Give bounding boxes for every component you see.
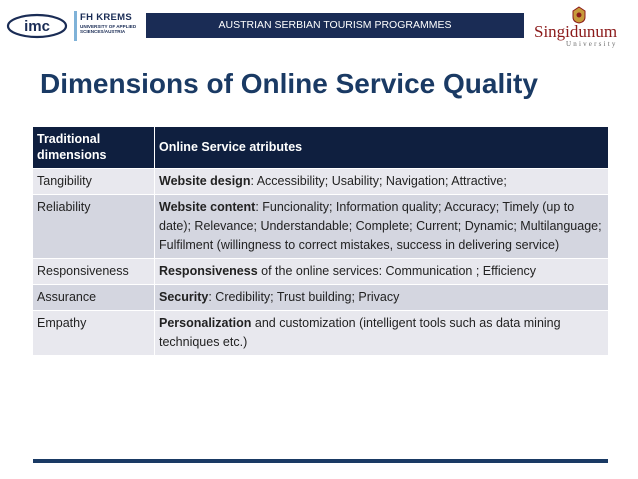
programme-banner: AUSTRIAN SERBIAN TOURISM PROGRAMMES xyxy=(146,13,524,38)
header-traditional-dimensions: Traditional dimensions xyxy=(33,127,155,168)
attribute-detail: : Accessibility; Usability; Navigation; Attractive; xyxy=(250,173,507,188)
attribute-lead: Website design xyxy=(159,173,251,188)
table-row xyxy=(33,194,608,258)
singidunum-logo-name: Singidunum xyxy=(534,22,618,41)
imc-logo-text: imc xyxy=(24,18,50,35)
attributes-cell xyxy=(155,168,609,194)
slide-header xyxy=(0,0,638,52)
fh-logo-subtitle: UNIVERSITY OF APPLIED SCIENCES/AUSTRIA xyxy=(80,24,137,35)
attributes-cell xyxy=(155,258,609,284)
table-header-row xyxy=(33,127,608,168)
attribute-lead: Personalization xyxy=(159,315,252,330)
attribute-detail: of the online services: Communication ; Efficiency xyxy=(257,263,537,278)
dimensions-table xyxy=(33,127,608,355)
attribute-lead: Website content xyxy=(159,199,256,214)
header-online-service-attributes: Online Service atributes xyxy=(155,127,609,168)
attributes-cell xyxy=(155,310,609,355)
fh-krems-logo xyxy=(72,10,142,42)
table-row xyxy=(33,310,608,355)
fh-logo-title: FH KREMS xyxy=(80,12,133,23)
dimension-cell: Empathy xyxy=(33,310,155,355)
dimension-cell: Responsiveness xyxy=(33,258,155,284)
dimension-cell: Reliability xyxy=(33,194,155,258)
attribute-lead: Responsiveness xyxy=(159,263,258,278)
footer-divider xyxy=(33,459,608,463)
table-row xyxy=(33,168,608,194)
table-row xyxy=(33,284,608,310)
imc-logo-icon xyxy=(6,13,68,39)
fh-logo-bar xyxy=(74,11,77,41)
attributes-cell xyxy=(155,194,609,258)
dimension-cell: Assurance xyxy=(33,284,155,310)
dimension-cell: Tangibility xyxy=(33,168,155,194)
attribute-detail: : Funcionality; Information quality; Accuracy; Timely (up to date); Relevance; Understandable; Complete; Current; Dynamic; Multilanguage; Fulfilment (willingness to correct mistakes, success in delivering service) xyxy=(159,199,602,252)
slide-title: Dimensions of Online Service Quality xyxy=(40,68,538,99)
attribute-detail: : Credibility; Trust building; Privacy xyxy=(208,289,400,304)
singidunum-logo xyxy=(530,8,634,48)
table-row xyxy=(33,258,608,284)
attributes-cell xyxy=(155,284,609,310)
attribute-lead: Security xyxy=(159,289,209,304)
singidunum-logo-university: University xyxy=(566,40,618,48)
attribute-detail: and customization (intelligent tools such as data mining techniques etc.) xyxy=(159,315,561,349)
